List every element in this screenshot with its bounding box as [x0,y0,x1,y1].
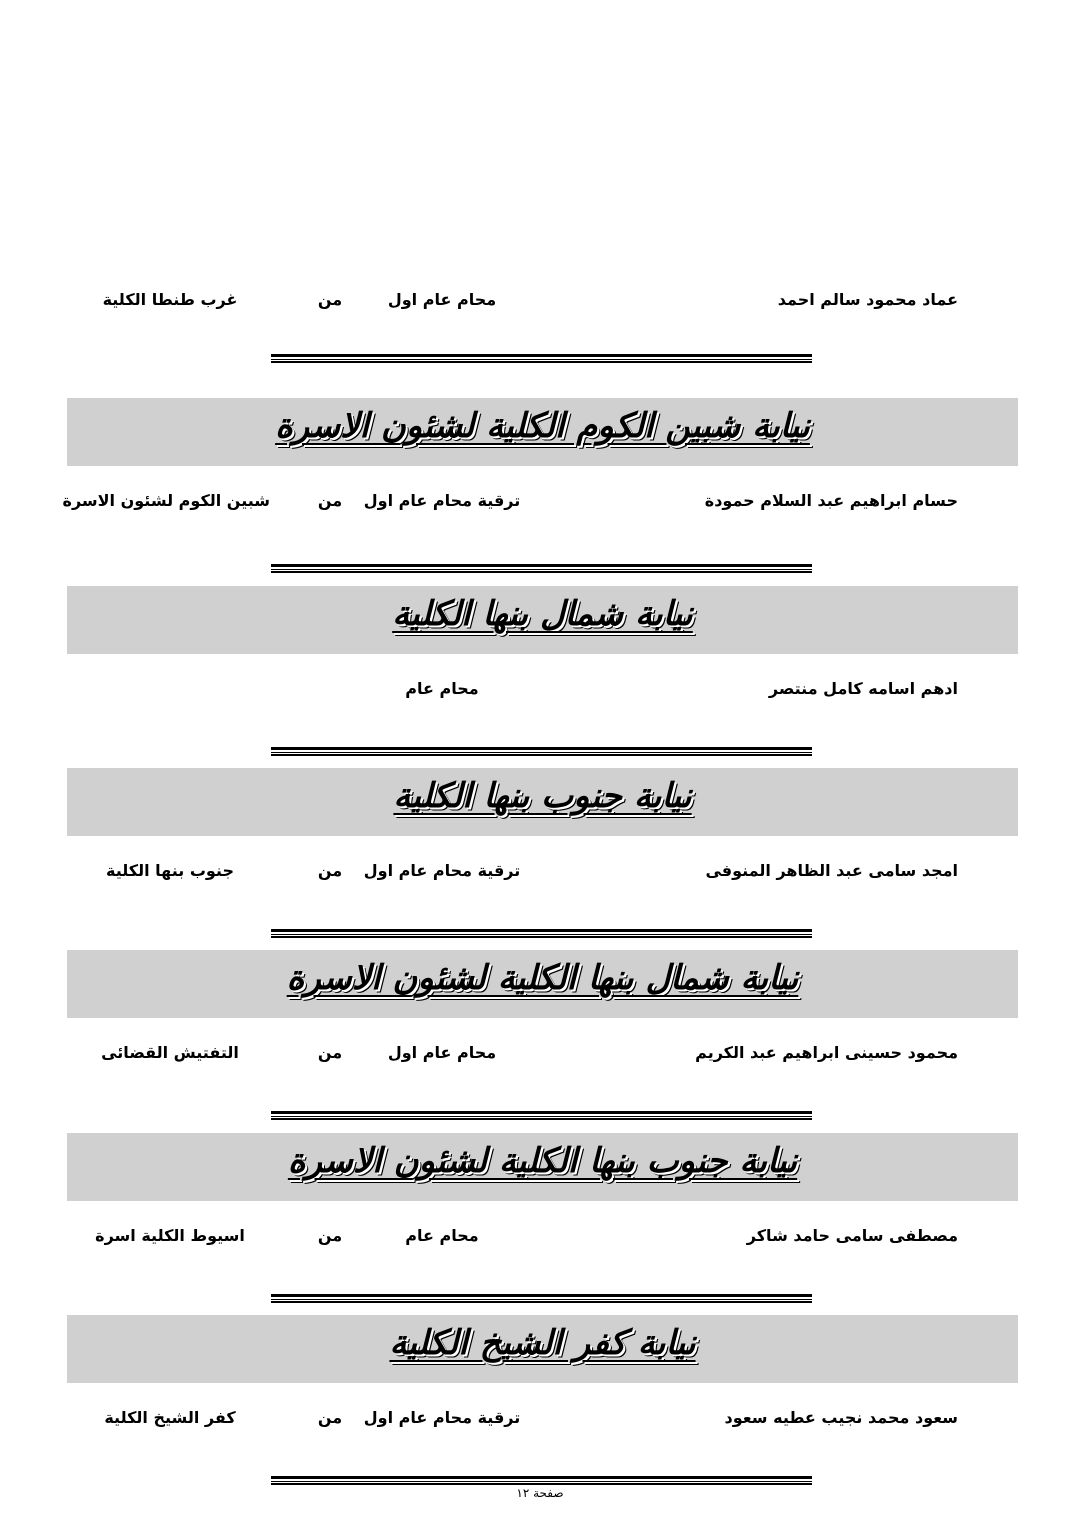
from-label: من [317,861,343,880]
entry-row [0,861,1080,891]
person-name: سعود محمد نجيب عطيه سعود [724,1408,958,1427]
entry-row [0,679,1080,709]
person-name: عماد محمود سالم احمد [777,290,958,309]
person-name: مصطفى سامى حامد شاكر [746,1226,958,1245]
section-heading-banner [67,1133,1018,1201]
grade: محام عام [405,1226,479,1245]
grade: محام عام اول [387,290,497,309]
source-office: شبين الكوم لشئون الاسرة [62,491,270,510]
grade: ترقية محام عام اول [363,1408,521,1427]
section-heading: نيابة شمال بنها الكلية [392,594,693,634]
from-label: من [317,1408,343,1427]
entry-row [0,290,1080,320]
source-office: جنوب بنها الكلية [106,861,234,880]
section-heading: نيابة جنوب بنها الكلية [393,776,692,816]
grade: محام عام [405,679,479,698]
section-divider [271,1111,812,1120]
source-office: غرب طنطا الكلية [102,290,238,309]
from-label: من [317,491,343,510]
grade: ترقية محام عام اول [363,861,521,880]
page-number: صفحة ١٢ [516,1486,564,1500]
source-office: كفر الشيخ الكلية [104,1408,236,1427]
from-label: من [317,1043,343,1062]
from-label: من [317,290,343,309]
section-divider [271,747,812,756]
section-heading-banner [67,398,1018,466]
source-office: التفتيش القضائى [101,1043,239,1062]
section-heading-banner [67,950,1018,1018]
section-divider [271,929,812,938]
person-name: محمود حسينى ابراهيم عبد الكريم [695,1043,958,1062]
from-label: من [317,1226,343,1245]
section-heading-banner [67,1315,1018,1383]
section-heading: نيابة جنوب بنها الكلية لشئون الاسرة [287,1141,798,1181]
section-heading: نيابة شبين الكوم الكلية لشئون الاسرة [275,406,810,446]
section-divider [271,1294,812,1303]
entry-row [0,1226,1080,1256]
section-divider [271,564,812,573]
person-name: ادهم اسامه كامل منتصر [768,679,958,698]
entry-row [0,491,1080,521]
grade: محام عام اول [387,1043,497,1062]
entry-row [0,1043,1080,1073]
section-divider [271,354,812,363]
section-heading-banner [67,768,1018,836]
person-name: امجد سامى عبد الظاهر المنوفى [705,861,958,880]
section-heading-banner [67,586,1018,654]
source-office: اسيوط الكلية اسرة [95,1226,245,1245]
person-name: حسام ابراهيم عبد السلام حمودة [704,491,958,510]
section-divider [271,1476,812,1485]
section-heading: نيابة شمال بنها الكلية لشئون الاسرة [286,958,799,998]
section-heading: نيابة كفر الشيخ الكلية [389,1323,696,1363]
entry-row [0,1408,1080,1438]
grade: ترقية محام عام اول [363,491,521,510]
